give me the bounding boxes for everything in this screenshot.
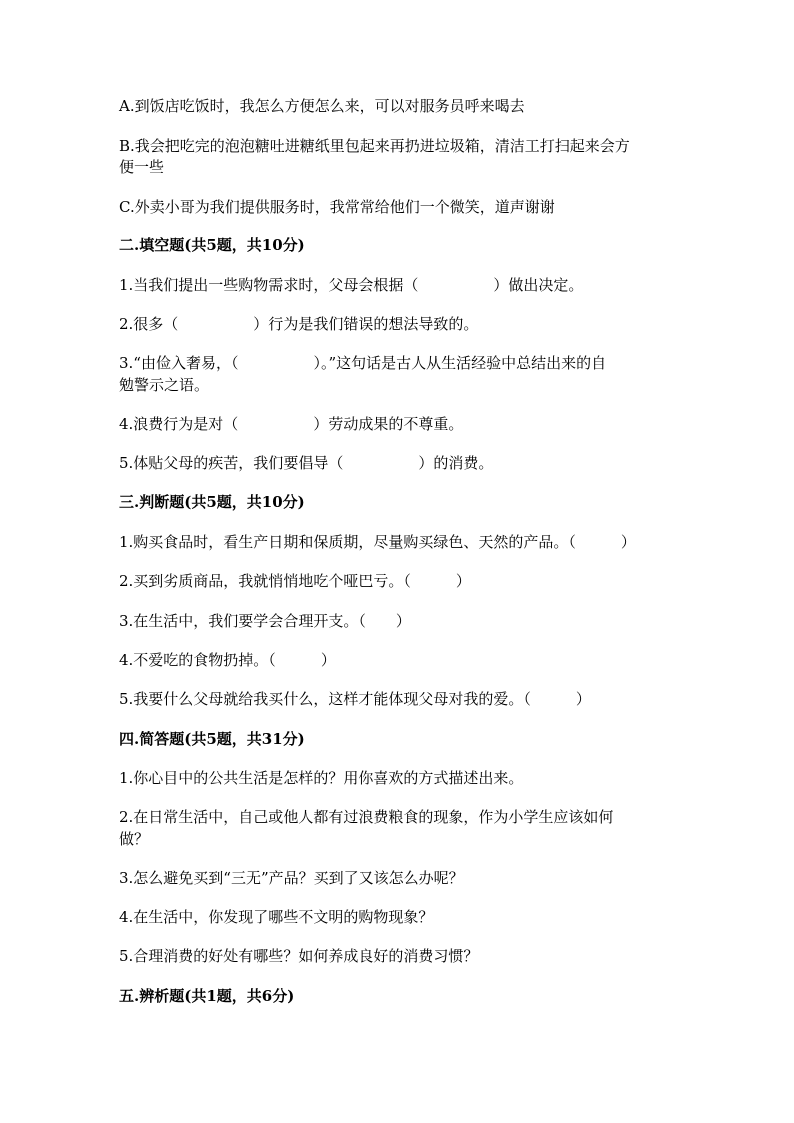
option-c: C.外卖小哥为我们提供服务时，我常常给他们一个微笑，道声谢谢 <box>119 198 555 216</box>
short-answer-q4: 4.在生活中，你发现了哪些不文明的购物现象？ <box>119 908 434 926</box>
short-answer-q2-line1: 2.在日常生活中，自己或他人都有过浪费粮食的现象，作为小学生应该如何 <box>119 808 614 826</box>
section-fill-blank-title: 二.填空题(共5题，共10分) <box>119 236 305 254</box>
short-answer-q2-line2: 做？ <box>119 830 150 848</box>
short-answer-q5: 5.合理消费的好处有哪些？如何养成良好的消费习惯？ <box>119 947 479 965</box>
fill-blank-q3-line2: 勉警示之语。 <box>119 376 210 394</box>
section-judge-title: 三.判断题(共5题，共10分) <box>119 493 305 511</box>
fill-blank-q2: 2.很多（ ）行为是我们错误的想法导致的。 <box>119 315 479 333</box>
fill-blank-q4: 4.浪费行为是对（ ）劳动成果的不尊重。 <box>119 415 464 433</box>
fill-blank-q3-line1: 3.“由俭入奢易，（ ）。”这句话是古人从生活经验中总结出来的自 <box>119 354 607 372</box>
section-discrimination-title: 五.辨析题(共1题，共6分) <box>119 987 295 1005</box>
judge-q4: 4.不爱吃的食物扔掉。（ ） <box>119 651 336 669</box>
judge-q2: 2.买到劣质商品，我就悄悄地吃个哑巴亏。（ ） <box>119 572 471 590</box>
judge-q1: 1.购买食品时，看生产日期和保质期，尽量购买绿色、天然的产品。（ ） <box>119 533 636 551</box>
judge-q5: 5.我要什么父母就给我买什么，这样才能体现父母对我的爱。（ ） <box>119 690 591 708</box>
judge-q3: 3.在生活中，我们要学会合理开支。（ ） <box>119 612 411 630</box>
option-b-line2: 便一些 <box>119 158 165 176</box>
fill-blank-q5: 5.体贴父母的疾苦，我们要倡导（ ）的消费。 <box>119 454 494 472</box>
fill-blank-q1: 1.当我们提出一些购物需求时，父母会根据（ ）做出决定。 <box>119 276 584 294</box>
option-b-line1: B.我会把吃完的泡泡糖吐进糖纸里包起来再扔进垃圾箱，清洁工打扫起来会方 <box>119 137 630 155</box>
option-a: A.到饭店吃饭时，我怎么方便怎么来，可以对服务员呼来喝去 <box>119 97 525 115</box>
short-answer-q1: 1.你心目中的公共生活是怎样的？用你喜欢的方式描述出来。 <box>119 769 524 787</box>
section-short-answer-title: 四.简答题(共5题，共31分) <box>119 730 305 748</box>
short-answer-q3: 3.怎么避免买到“三无”产品？买到了又该怎么办呢？ <box>119 869 464 887</box>
